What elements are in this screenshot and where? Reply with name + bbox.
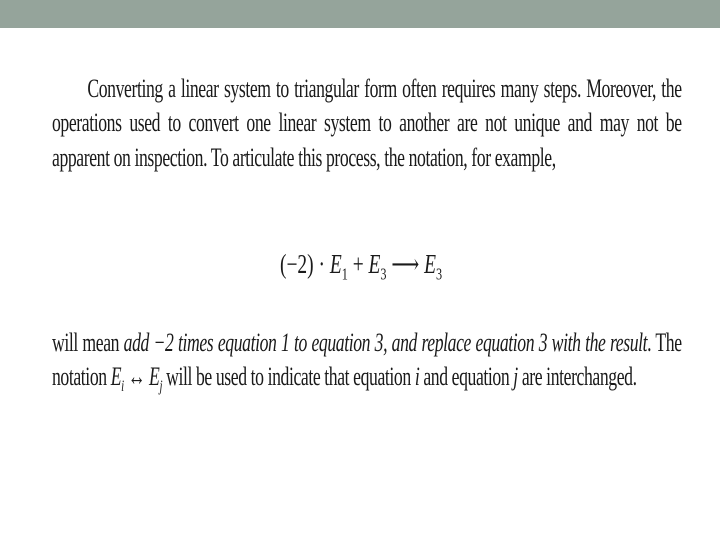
- ending-text: are interchanged.: [521, 362, 637, 392]
- equation-e3-subscript: 3: [380, 264, 387, 284]
- notation-ej: E: [149, 362, 160, 392]
- equation-e1-subscript: 1: [341, 264, 348, 284]
- and-equation-text: and equation: [423, 362, 510, 392]
- equation-plus: +: [352, 249, 364, 279]
- notation-ei: E: [110, 362, 122, 392]
- notation-intro-text: . The notation: [52, 328, 682, 392]
- will-mean-text: will mean: [52, 328, 120, 357]
- used-to-text: will be used to indicate that equation: [166, 362, 411, 392]
- swap-arrow: ↔: [127, 362, 146, 392]
- index-i: i: [414, 362, 420, 392]
- slide-header-bar: [0, 0, 720, 28]
- intro-paragraph: Converting a linear system to triangular form often requires many steps. Moreover, the operations used to convert one linear system to another are not unique and may not be apparent on inspection. To articulate this process, the notation, for example,: [52, 74, 682, 172]
- equation-dot: ·: [318, 249, 325, 279]
- row-operation-equation: [280, 249, 442, 284]
- equation-result-subscript: 3: [436, 264, 443, 284]
- notation-ei-subscript: i: [121, 378, 124, 396]
- operation-description: add −2 times equation 1 to equation 3, and replace equation 3 with the result: [123, 328, 648, 357]
- notation-ej-subscript: j: [159, 378, 163, 396]
- equation-result: E: [424, 249, 437, 279]
- equation-e1: E: [329, 249, 342, 279]
- index-j: j: [513, 362, 518, 392]
- equation-coefficient: (−2): [280, 249, 314, 279]
- explanation-paragraph: [52, 326, 682, 398]
- slide-content: [52, 72, 682, 396]
- equation-e3: E: [368, 249, 381, 279]
- equation-arrow: ⟶: [391, 249, 420, 279]
